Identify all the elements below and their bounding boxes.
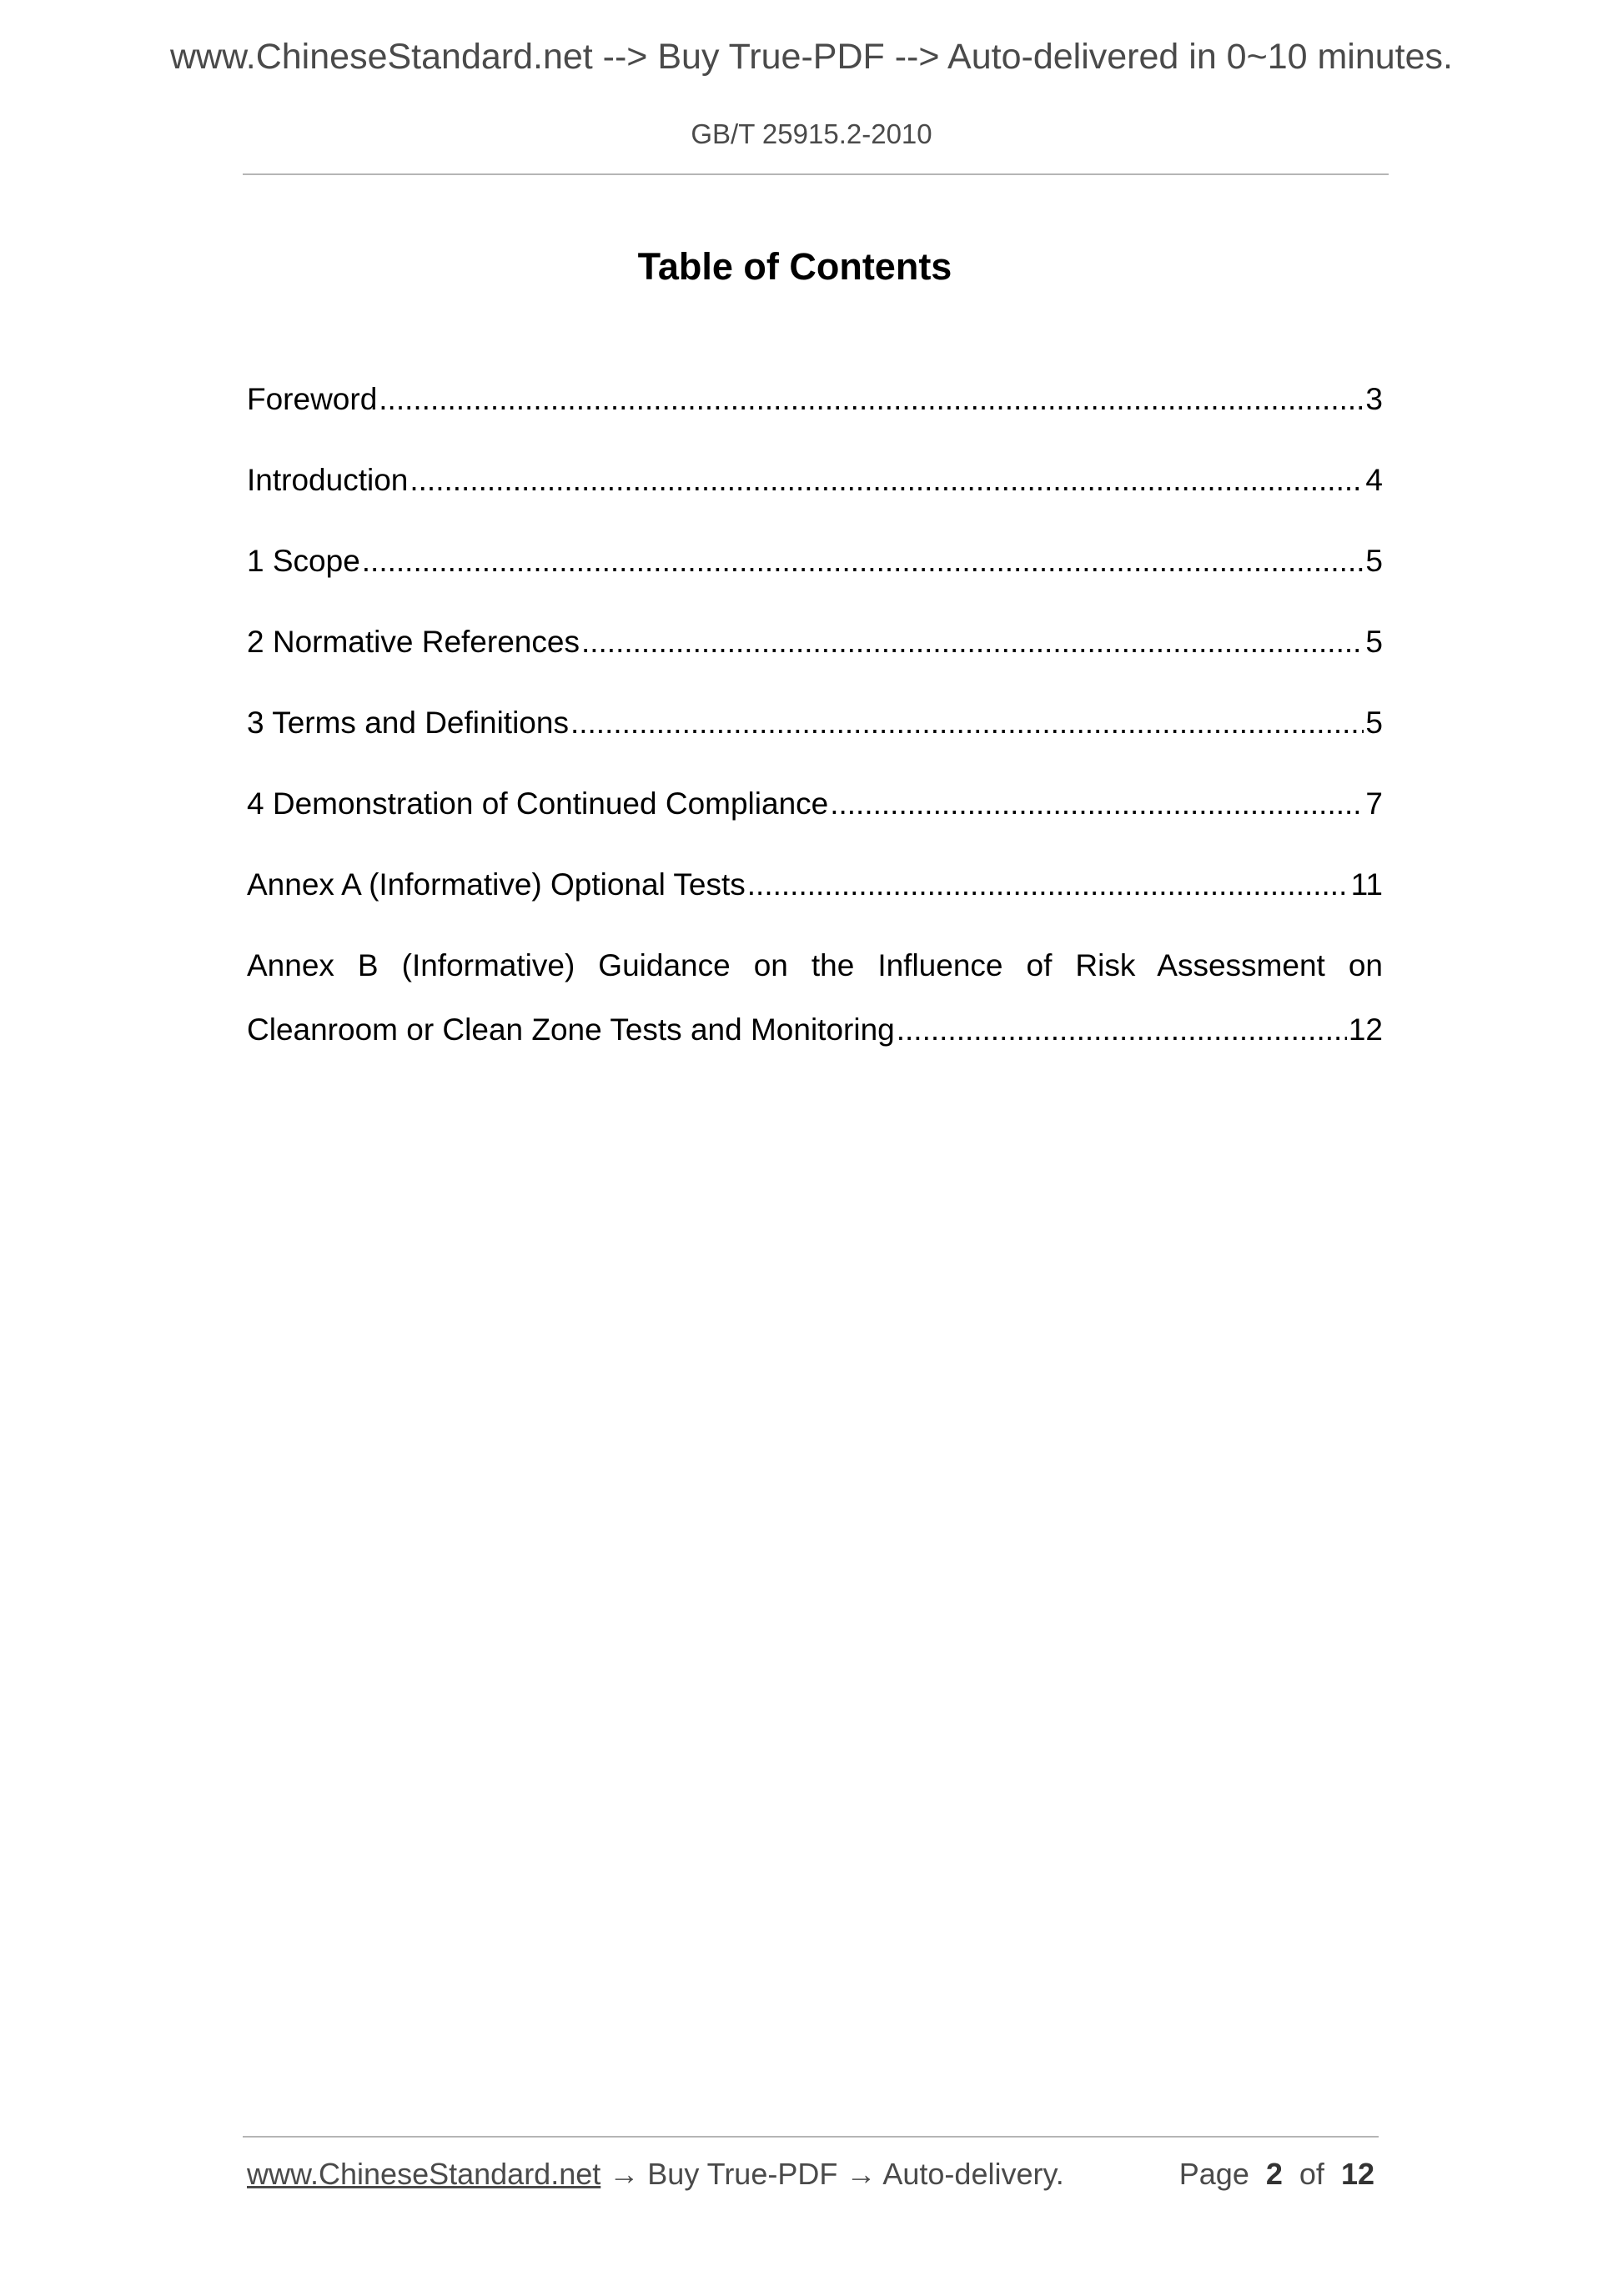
toc-entry-label: 1 Scope [247,544,360,578]
toc-leader-dots [410,463,1364,498]
toc-leader-dots [830,786,1364,821]
of-word: of [1299,2157,1324,2191]
toc-entry-page: 12 [1348,1012,1383,1047]
toc-leader-dots [581,625,1364,660]
toc-entry-continued-compliance[interactable] [247,786,1383,828]
toc-leader-dots [747,867,1349,902]
toc-entry-page: 4 [1365,463,1383,497]
standard-code: GB/T 25915.2-2010 [691,118,932,149]
toc-entry-page: 5 [1365,625,1383,659]
arrow-right-icon: → [609,2157,640,2191]
page-footer [247,2157,1374,2192]
toc-entry-foreword[interactable] [247,382,1383,424]
toc-leader-dots [362,544,1364,579]
total-pages-number: 12 [1340,2157,1374,2191]
arrow-right-icon: → [846,2157,877,2191]
toc-entry-normative-references[interactable] [247,625,1383,666]
toc-leader-dots [897,1012,1347,1048]
toc-title: Table of Contents [637,245,952,288]
toc-entry-scope[interactable] [247,544,1383,585]
toc-entry-annex-a[interactable] [247,867,1383,909]
toc-entry-page: 5 [1365,544,1383,578]
toc-entry-label: 4 Demonstration of Continued Compliance [247,786,829,821]
toc-entry-label-line2: Cleanroom or Clean Zone Tests and Monitoring [247,1012,895,1047]
footer-divider [243,2136,1379,2138]
toc-entry-label: 3 Terms and Definitions [247,706,569,740]
top-banner: www.ChineseStandard.net --> Buy True-PDF --> Auto-delivered in 0~10 minutes. [169,37,1453,77]
toc-entry-page: 3 [1365,382,1383,416]
page-word: Page [1178,2157,1249,2191]
footer-buy-text: Buy True-PDF [647,2157,838,2191]
toc-entry-label: Annex A (Informative) Optional Tests [247,867,746,902]
toc-entry-label: Foreword [247,382,378,416]
toc-entry-page: 7 [1365,786,1383,821]
toc-entry-page: 11 [1350,867,1383,902]
toc-entry-introduction[interactable] [247,463,1383,505]
toc-entry-page: 5 [1365,706,1383,740]
toc-entry-annex-b[interactable] [247,948,1383,1054]
toc-entry-terms-definitions[interactable] [247,706,1383,747]
toc-entry-label: 2 Normative References [247,625,580,659]
toc-leader-dots [379,382,1364,417]
header-divider [243,173,1389,175]
footer-delivery-text: Auto-delivery. [882,2157,1064,2191]
current-page-number: 2 [1265,2157,1283,2191]
toc-entry-label: Introduction [247,463,409,497]
toc-entry-label-line1: Annex B (Informative) Guidance on the Influence of Risk Assessment on [247,948,1383,982]
page-indicator [1179,2157,1374,2192]
footer-site-link[interactable]: www.ChineseStandard.net [247,2157,601,2191]
toc-leader-dots [570,706,1364,741]
